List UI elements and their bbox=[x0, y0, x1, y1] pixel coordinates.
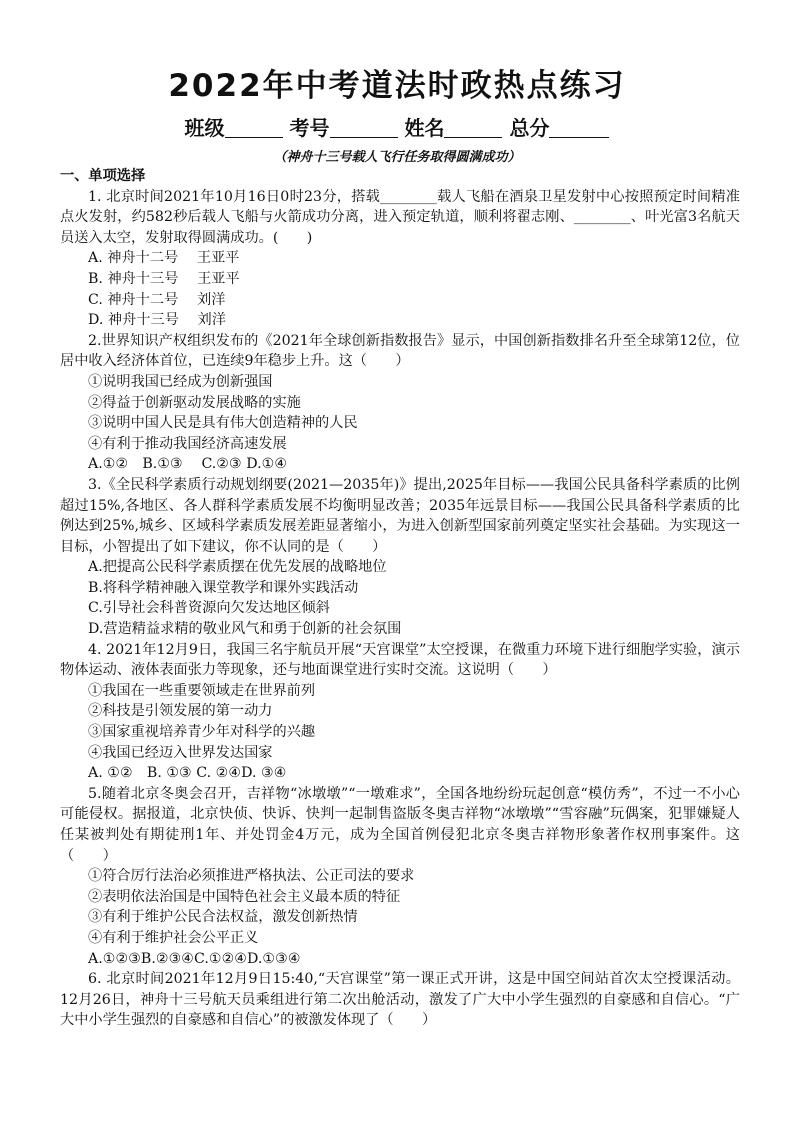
question-option: ①符合厉行法治必须推进严格执法、公正司法的要求 bbox=[88, 868, 415, 885]
questions-container bbox=[60, 187, 740, 1031]
question-item bbox=[60, 784, 740, 969]
class-blank[interactable] bbox=[225, 117, 283, 138]
section-title: 一、单项选择 bbox=[60, 168, 146, 184]
question-stem: 1. 北京时间2021年10月16日0时23分，搭载________载人飞船在酒泉卫星发射中心按照预定时间精准点火发射，约582秒后载人飞船与火箭成功分离，进入预定轨道，顺利将翟志刚、________、叶光富3名航天员送入太空，发射取得圆满成功。( ) bbox=[60, 188, 740, 246]
question-option: A. 神舟十二号 王亚平 bbox=[88, 250, 240, 267]
question-item bbox=[60, 331, 740, 475]
question-item bbox=[60, 475, 740, 640]
question-option: ②得益于创新驱动发展战略的实施 bbox=[88, 394, 301, 411]
question-option: C. 神舟十二号 刘洋 bbox=[88, 291, 226, 308]
question-option: ①说明我国已经成为创新强国 bbox=[88, 373, 273, 390]
question-option: B. 神舟十三号 王亚平 bbox=[88, 270, 240, 287]
question-stem: 4. 2021年12月9日，我国三名宇航员开展“天宫课堂”太空授课，在微重力环境下进行细胞学实验，演示物体运动、液体表面张力等现象，还与地面课堂进行实时交流。这说明（ ） bbox=[60, 641, 740, 679]
question-list bbox=[60, 166, 740, 1031]
question-option: ③有利于维护公民合法权益，激发创新热情 bbox=[88, 909, 358, 926]
question-option: ②表明依法治国是中国特色社会主义最本质的特征 bbox=[88, 888, 401, 905]
page-title: 2022年中考道法时政热点练习 bbox=[168, 68, 626, 104]
question-stem: 6. 北京时间2021年12月9日15:40,“天宫课堂”第一课正式开讲，这是中国空间站首次太空授课活动。12月26日，神舟十三号航天员乘组进行第二次出舱活动，激发了广大中小学生强烈的自豪感和自信心。“广大中小学生强烈的自豪感和自信心”的被激发体现了（ ） bbox=[60, 971, 740, 1029]
exam-no-label: 考号 bbox=[289, 116, 330, 140]
question-stem: 5.随着北京冬奥会召开，吉祥物“冰墩墩”“一墩难求”，全国各地纷纷玩起创意“模仿秀”，不过一不小心可能侵权。据报道，北京快侦、快诉、快判一起制售盗版冬奥吉祥物“冰墩墩”“雪容融”玩偶案，犯罪嫌疑人任某被判处有期徒刑1年、并处罚金4万元，成为全国首例侵犯北京冬奥吉祥物形象著作权刑事案件。这（ ） bbox=[60, 785, 740, 864]
question-item bbox=[60, 187, 740, 331]
score-label: 总分 bbox=[509, 116, 550, 140]
question-stem: 3.《全民科学素质行动规划纲要(2021—2035年)》提出,2025年目标——我国公民具备科学素质的比例超过15%,各地区、各人群科学素质发展不均衡明显改善；2035年远景目标——我国公民具备科学素质的比例达到25%,城乡、区域科学素质发展差距显著缩小，为进入创新型国家前列奠定坚实社会基础。为实现这一目标，小智提出了如下建议，你不认同的是（ ） bbox=[60, 476, 740, 555]
question-option: ①我国在一些重要领域走在世界前列 bbox=[88, 682, 316, 699]
question-option: A. ①② B. ①③ C. ②④D. ③④ bbox=[88, 765, 287, 782]
question-item bbox=[60, 969, 740, 1031]
question-option: ④有利于维护社会公平正义 bbox=[88, 929, 259, 946]
page-subtitle: （神舟十三号载人飞行任务取得圆满成功） bbox=[273, 150, 521, 165]
question-option: B.将科学精神融入课堂教学和课外实践活动 bbox=[88, 579, 359, 596]
question-item bbox=[60, 640, 740, 784]
name-label: 姓名 bbox=[404, 116, 445, 140]
name-blank[interactable] bbox=[444, 117, 502, 138]
question-option: A.把提高公民科学素质摆在优先发展的战略地位 bbox=[88, 559, 387, 576]
question-option: D.营造精益求精的敬业风气和勇于创新的社会氛围 bbox=[88, 621, 402, 638]
class-label: 班级 bbox=[184, 116, 225, 140]
student-info-line bbox=[0, 112, 794, 141]
exam-no-blank[interactable] bbox=[330, 117, 398, 138]
question-option: ④有利于推动我国经济高速发展 bbox=[88, 435, 287, 452]
score-blank[interactable] bbox=[549, 117, 609, 138]
question-option: ②科技是引领发展的第一动力 bbox=[88, 703, 273, 720]
question-option: C.引导社会科普资源向欠发达地区倾斜 bbox=[88, 600, 330, 617]
question-option: ③说明中国人民是具有伟大创造精神的人民 bbox=[88, 415, 358, 432]
question-stem: 2.世界知识产权组织发布的《2021年全球创新指数报告》显示，中国创新指数排名升至全球第12位，位居中收入经济体首位，已连续9年稳步上升。这（ ） bbox=[60, 332, 740, 370]
question-option: ③国家重视培养青少年对科学的兴趣 bbox=[88, 724, 316, 741]
question-option: ④我国已经迈入世界发达国家 bbox=[88, 744, 273, 761]
question-option: A.①②③B.②③④C.①②④D.①③④ bbox=[88, 950, 301, 967]
question-option: A.①② B.①③ C.②③ D.①④ bbox=[88, 456, 288, 473]
question-option: D. 神舟十三号 刘洋 bbox=[88, 312, 226, 329]
